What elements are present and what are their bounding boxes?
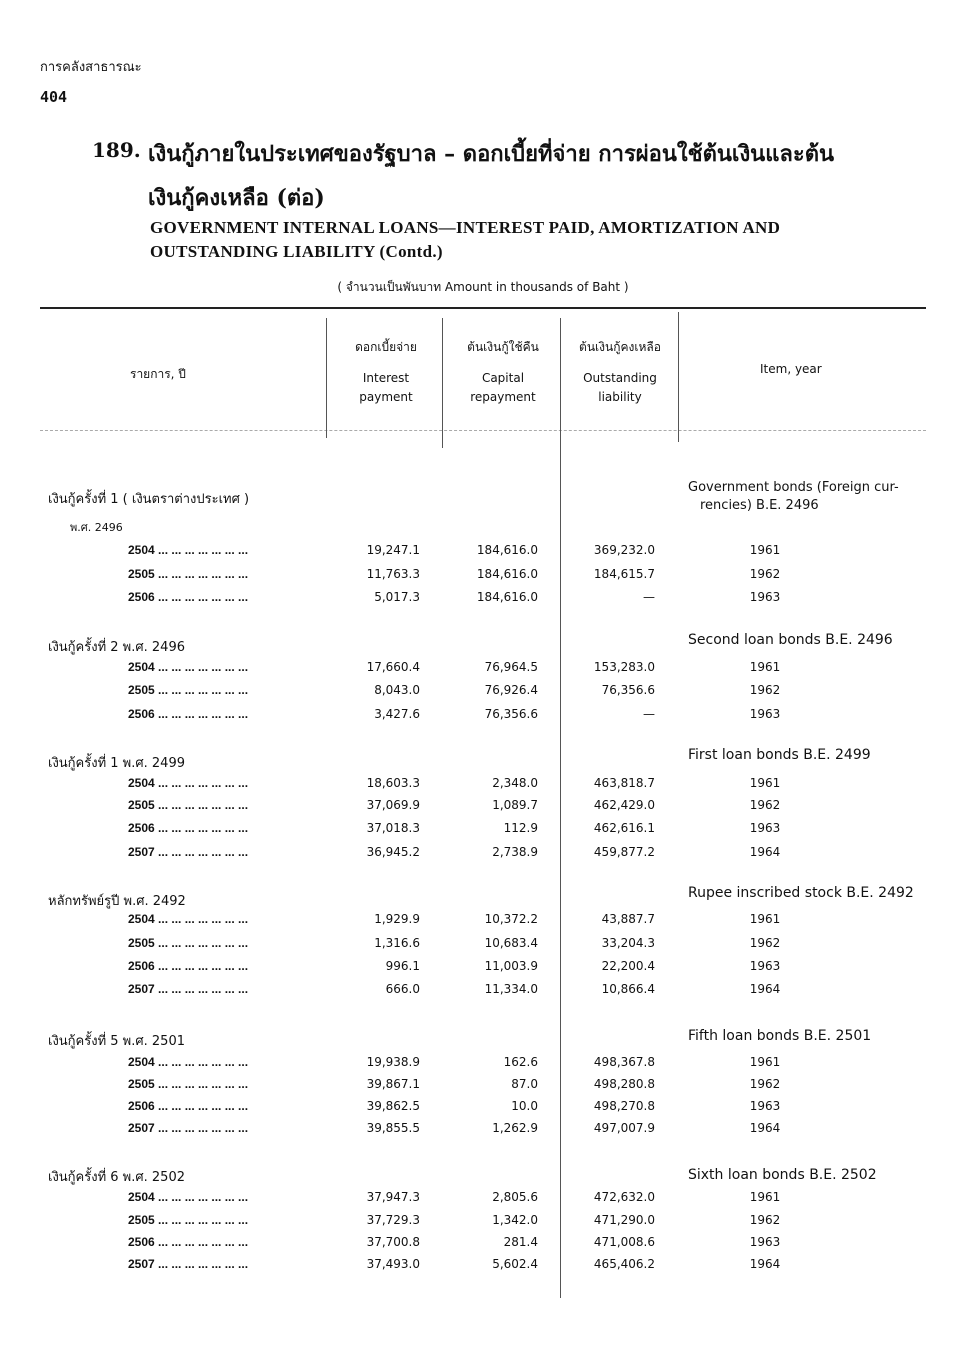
title-english-line2: OUTSTANDING LIABILITY (Contd.): [150, 242, 443, 261]
column-header-outstanding: [564, 338, 676, 407]
row-year: 2504 ... ... ... ... ... ... ...: [128, 776, 249, 790]
cell-interest: 39,862.5: [366, 1099, 420, 1113]
cell-ce-year: 1964: [749, 845, 781, 859]
cell-capital: 76,356.6: [484, 707, 538, 721]
row-year: 2504 ... ... ... ... ... ... ...: [128, 1190, 249, 1204]
row-year: 2507 ... ... ... ... ... ... ...: [128, 1257, 249, 1271]
cell-ce-year: 1963: [749, 707, 781, 721]
cell-interest: 37,493.0: [366, 1257, 420, 1271]
column-header-interest-en2: payment: [359, 390, 413, 404]
group-title-en: Government bonds (Foreign cur-: [688, 480, 899, 495]
table-row: [0, 1055, 966, 1075]
group-title-en: Fifth loan bonds B.E. 2501: [688, 1028, 872, 1044]
group-title-th: เงินกู้ครั้งที่ 2 พ.ศ. 2496: [48, 640, 185, 655]
cell-outstanding: —: [643, 590, 655, 604]
table-row: [0, 543, 966, 563]
cell-outstanding: 76,356.6: [601, 683, 655, 697]
group-title-th-year: พ.ศ. 2496: [70, 521, 123, 534]
cell-outstanding: 462,616.1: [593, 821, 655, 835]
cell-outstanding: 43,887.7: [601, 912, 655, 926]
group-title-en: Sixth loan bonds B.E. 2502: [688, 1167, 877, 1183]
cell-interest: 17,660.4: [366, 660, 420, 674]
table-row: [0, 959, 966, 979]
cell-interest: 37,729.3: [366, 1213, 420, 1227]
group-title-th: เงินกู้ครั้งที่ 5 พ.ศ. 2501: [48, 1034, 185, 1049]
cell-ce-year: 1961: [749, 543, 781, 557]
row-year: 2505 ... ... ... ... ... ... ...: [128, 936, 249, 950]
table-top-rule: [40, 307, 926, 309]
page-number: 404: [40, 88, 68, 106]
cell-outstanding: 472,632.0: [593, 1190, 655, 1204]
table-row: [0, 821, 966, 841]
cell-ce-year: 1962: [749, 1077, 781, 1091]
cell-interest: 19,938.9: [366, 1055, 420, 1069]
table-row: [0, 1235, 966, 1255]
group-title-en: Second loan bonds B.E. 2496: [688, 632, 893, 648]
table-row: [0, 1190, 966, 1210]
cell-interest: 37,018.3: [366, 821, 420, 835]
table-row: [0, 660, 966, 680]
row-year: 2506 ... ... ... ... ... ... ...: [128, 707, 249, 721]
cell-ce-year: 1963: [749, 590, 781, 604]
cell-outstanding: 471,008.6: [593, 1235, 655, 1249]
cell-capital: 11,003.9: [484, 959, 538, 973]
column-header-item-en: Item, year: [760, 362, 822, 376]
cell-ce-year: 1962: [749, 567, 781, 581]
row-year: 2507 ... ... ... ... ... ... ...: [128, 982, 249, 996]
row-year: 2506 ... ... ... ... ... ... ...: [128, 1235, 249, 1249]
cell-capital: 76,964.5: [484, 660, 538, 674]
group-title-th: เงินกู้ครั้งที่ 6 พ.ศ. 2502: [48, 1170, 185, 1185]
row-year: 2505 ... ... ... ... ... ... ...: [128, 683, 249, 697]
cell-interest: 18,603.3: [366, 776, 420, 790]
cell-interest: 3,427.6: [374, 707, 420, 721]
cell-interest: 19,247.1: [366, 543, 420, 557]
row-year: 2506 ... ... ... ... ... ... ...: [128, 590, 249, 604]
table-row: [0, 683, 966, 703]
cell-ce-year: 1961: [749, 1190, 781, 1204]
cell-capital: 184,616.0: [476, 543, 538, 557]
column-header-capital-en1: Capital: [481, 371, 525, 385]
cell-capital: 10,372.2: [484, 912, 538, 926]
cell-ce-year: 1963: [749, 821, 781, 835]
cell-interest: 37,947.3: [366, 1190, 420, 1204]
section-header: การคลังสาธารณะ: [40, 60, 142, 75]
cell-ce-year: 1961: [749, 776, 781, 790]
row-year: 2506 ... ... ... ... ... ... ...: [128, 1099, 249, 1113]
cell-capital: 112.9: [503, 821, 538, 835]
cell-interest: 37,069.9: [366, 798, 420, 812]
cell-interest: 666.0: [385, 982, 420, 996]
cell-outstanding: 471,290.0: [593, 1213, 655, 1227]
cell-ce-year: 1963: [749, 1235, 781, 1249]
table-row: [0, 707, 966, 727]
cell-interest: 39,867.1: [366, 1077, 420, 1091]
title-thai-line1: เงินกู้ภายในประเทศของรัฐบาล – ดอกเบี้ยที่จ่าย การผ่อนใช้ต้นเงินและต้น: [148, 141, 835, 167]
row-year: 2504 ... ... ... ... ... ... ...: [128, 1055, 249, 1069]
group-title-en-cont: rencies) B.E. 2496: [700, 498, 819, 513]
cell-capital: 2,348.0: [492, 776, 538, 790]
cell-ce-year: 1964: [749, 1121, 781, 1135]
table-row: [0, 776, 966, 796]
column-header-capital-th: ต้นเงินกู้ใช้คืน: [467, 340, 539, 354]
cell-outstanding: —: [643, 707, 655, 721]
cell-outstanding: 463,818.7: [593, 776, 655, 790]
header-separator: [40, 430, 926, 431]
row-year: 2506 ... ... ... ... ... ... ...: [128, 959, 249, 973]
column-header-outstanding-th: ต้นเงินกู้คงเหลือ: [579, 340, 661, 354]
row-year: 2504 ... ... ... ... ... ... ...: [128, 660, 249, 674]
table-row: [0, 1099, 966, 1119]
cell-outstanding: 153,283.0: [593, 660, 655, 674]
row-year: 2505 ... ... ... ... ... ... ...: [128, 798, 249, 812]
column-divider: [442, 318, 443, 448]
column-header-interest-en1: Interest: [362, 371, 410, 385]
cell-capital: 281.4: [503, 1235, 538, 1249]
cell-capital: 162.6: [503, 1055, 538, 1069]
cell-interest: 39,855.5: [366, 1121, 420, 1135]
group-title-th: เงินกู้ครั้งที่ 1 พ.ศ. 2499: [48, 756, 185, 771]
row-year: 2504 ... ... ... ... ... ... ...: [128, 543, 249, 557]
table-number: 189.: [92, 138, 141, 162]
cell-interest: 1,316.6: [374, 936, 420, 950]
group-title-en: First loan bonds B.E. 2499: [688, 747, 871, 763]
table-row: [0, 1213, 966, 1233]
cell-outstanding: 369,232.0: [593, 543, 655, 557]
column-header-capital-en2: repayment: [470, 390, 536, 404]
cell-outstanding: 184,615.7: [593, 567, 655, 581]
cell-capital: 11,334.0: [484, 982, 538, 996]
row-year: 2507 ... ... ... ... ... ... ...: [128, 845, 249, 859]
cell-capital: 1,089.7: [492, 798, 538, 812]
column-header-outstanding-en1: Outstanding: [583, 371, 657, 385]
row-year: 2504 ... ... ... ... ... ... ...: [128, 912, 249, 926]
column-header-item-th: รายการ, ปี: [130, 367, 186, 381]
group-title-en: Rupee inscribed stock B.E. 2492: [688, 885, 914, 901]
units-note: ( จำนวนเป็นพันบาท Amount in thousands of Baht ): [337, 280, 629, 294]
cell-outstanding: 465,406.2: [593, 1257, 655, 1271]
cell-capital: 5,602.4: [492, 1257, 538, 1271]
row-year: 2507 ... ... ... ... ... ... ...: [128, 1121, 249, 1135]
title-english-line1: GOVERNMENT INTERNAL LOANS—INTEREST PAID, AMORTIZATION AND: [150, 218, 781, 237]
cell-capital: 1,342.0: [492, 1213, 538, 1227]
cell-outstanding: 33,204.3: [601, 936, 655, 950]
cell-capital: 87.0: [511, 1077, 538, 1091]
cell-outstanding: 498,280.8: [593, 1077, 655, 1091]
cell-ce-year: 1961: [749, 1055, 781, 1069]
cell-ce-year: 1962: [749, 936, 781, 950]
row-year: 2506 ... ... ... ... ... ... ...: [128, 821, 249, 835]
cell-capital: 10,683.4: [484, 936, 538, 950]
table-row: [0, 1077, 966, 1097]
table-row: [0, 1257, 966, 1277]
column-header-interest: [332, 338, 440, 407]
cell-outstanding: 498,270.8: [593, 1099, 655, 1113]
table-row: [0, 567, 966, 587]
cell-ce-year: 1964: [749, 982, 781, 996]
column-divider: [326, 318, 327, 438]
group-title-th: หลักทรัพย์รูปี พ.ศ. 2492: [48, 894, 186, 909]
table-row: [0, 845, 966, 865]
column-header-interest-th: ดอกเบี้ยจ่าย: [355, 340, 417, 354]
cell-interest: 1,929.9: [374, 912, 420, 926]
cell-outstanding: 462,429.0: [593, 798, 655, 812]
cell-interest: 8,043.0: [374, 683, 420, 697]
cell-outstanding: 22,200.4: [601, 959, 655, 973]
table-row: [0, 912, 966, 932]
row-year: 2505 ... ... ... ... ... ... ...: [128, 1077, 249, 1091]
cell-interest: 37,700.8: [366, 1235, 420, 1249]
cell-capital: 1,262.9: [492, 1121, 538, 1135]
cell-capital: 2,805.6: [492, 1190, 538, 1204]
cell-capital: 10.0: [511, 1099, 538, 1113]
group-title-th: เงินกู้ครั้งที่ 1 ( เงินตราต่างประเทศ ): [48, 492, 250, 507]
cell-outstanding: 497,007.9: [593, 1121, 655, 1135]
cell-ce-year: 1962: [749, 1213, 781, 1227]
table-row: [0, 798, 966, 818]
table-row: [0, 936, 966, 956]
cell-ce-year: 1964: [749, 1257, 781, 1271]
cell-capital: 76,926.4: [484, 683, 538, 697]
cell-ce-year: 1963: [749, 1099, 781, 1113]
cell-outstanding: 459,877.2: [593, 845, 655, 859]
cell-interest: 996.1: [385, 959, 420, 973]
column-header-capital: [448, 338, 558, 407]
cell-capital: 184,616.0: [476, 590, 538, 604]
column-header-outstanding-en2: liability: [598, 390, 642, 404]
cell-interest: 11,763.3: [366, 567, 420, 581]
title-thai-line2: เงินกู้คงเหลือ (ต่อ): [148, 185, 325, 211]
cell-ce-year: 1961: [749, 660, 781, 674]
cell-capital: 2,738.9: [492, 845, 538, 859]
column-divider: [678, 312, 679, 442]
table-row: [0, 590, 966, 610]
cell-ce-year: 1961: [749, 912, 781, 926]
cell-interest: 36,945.2: [366, 845, 420, 859]
cell-interest: 5,017.3: [374, 590, 420, 604]
row-year: 2505 ... ... ... ... ... ... ...: [128, 1213, 249, 1227]
row-year: 2505 ... ... ... ... ... ... ...: [128, 567, 249, 581]
cell-ce-year: 1963: [749, 959, 781, 973]
cell-capital: 184,616.0: [476, 567, 538, 581]
cell-ce-year: 1962: [749, 798, 781, 812]
cell-ce-year: 1962: [749, 683, 781, 697]
cell-outstanding: 498,367.8: [593, 1055, 655, 1069]
table-row: [0, 1121, 966, 1141]
table-row: [0, 982, 966, 1002]
cell-outstanding: 10,866.4: [601, 982, 655, 996]
